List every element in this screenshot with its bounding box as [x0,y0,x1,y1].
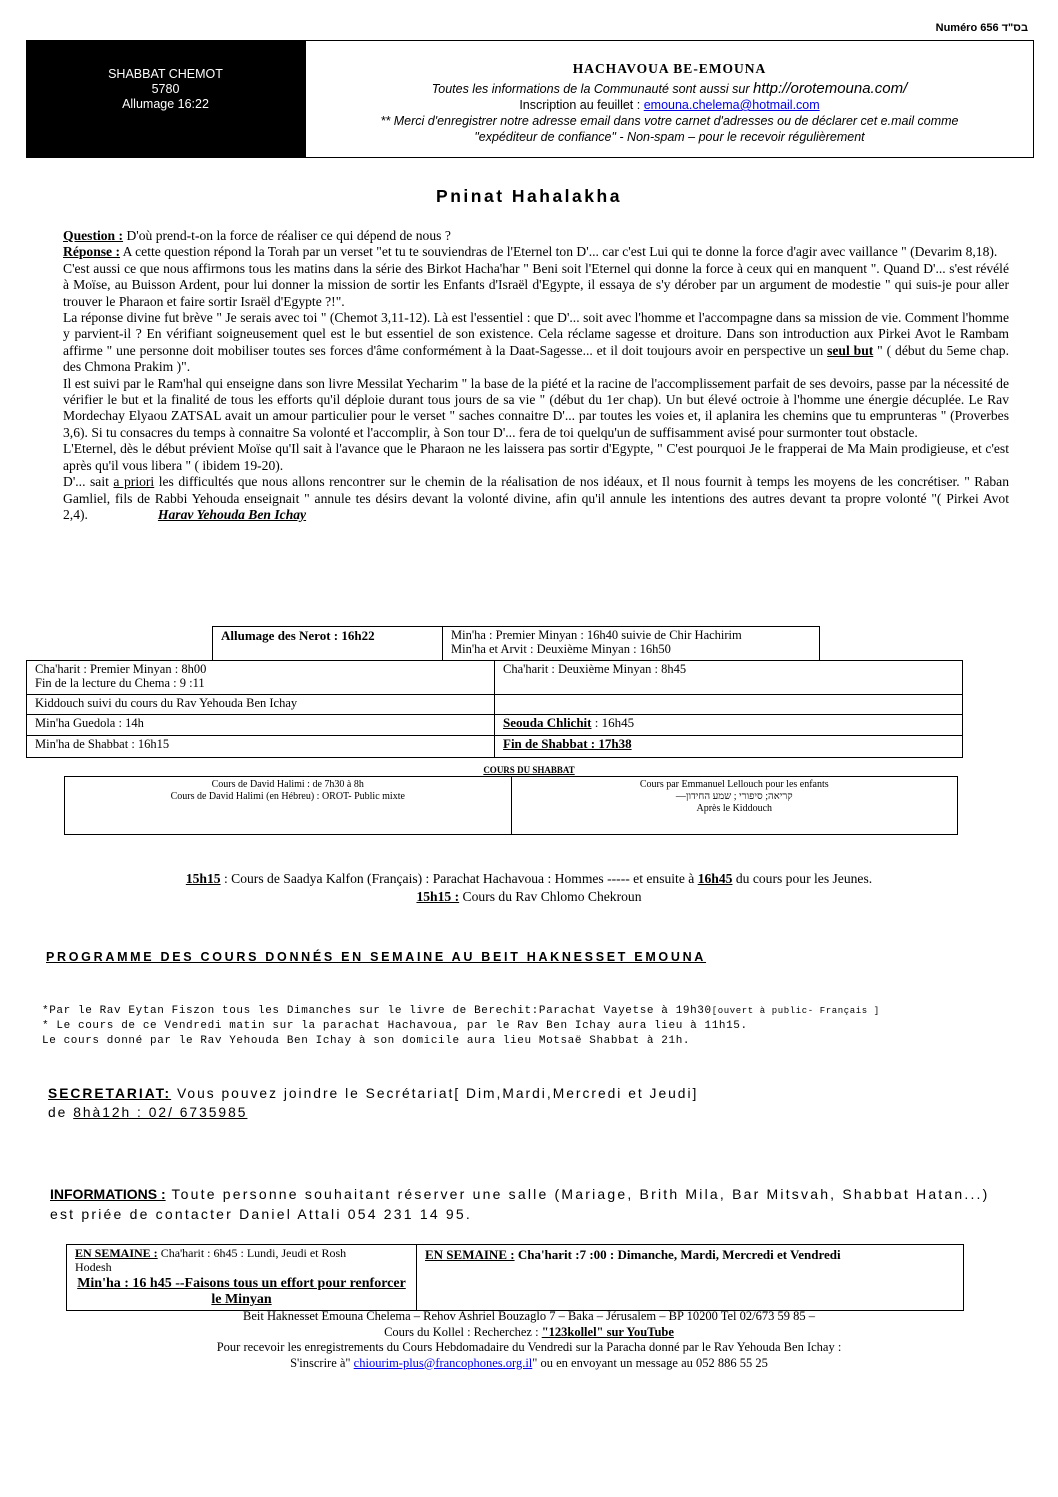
semaine-label: EN SEMAINE : [425,1247,515,1262]
question [63,228,1009,244]
cours-text-hebrew: —קריאה; סיפורי ; שמע החידון [675,791,793,802]
programme-item: Le cours donné par le Rav Yehouda Ben Ichay à son domicile aura lieu Motsaë Shabbat à 21h. [42,1035,691,1047]
semaine-label: EN SEMAINE : [75,1246,158,1260]
site-prefix: Toutes les informations de la Communauté sont aussi sur [431,82,753,96]
schedule-text: Fin de la lecture du Chema : 9 :11 [35,676,205,690]
cours-text: Cours par Emmanuel Lellouch pour les enfants [639,779,829,790]
semaine-minha: Min'ha : 16 h45 --Faisons tous un effort pour renforcer le Minyan [77,1276,406,1307]
informations-label: INFORMATIONS : [50,1186,166,1202]
paragraph-2-end: " ( début du 5eme chap. des Chmona Prakim )". [63,342,1009,375]
cours-shabbat-title: COURS DU SHABBAT [483,765,575,775]
afternoon-text: : Cours de Saadya Kalfon (Français) : Parachat Hachavoua : Hommes ----- et ensuite à [220,871,698,886]
informations-block [50,1184,1000,1224]
inscription-prefix: Inscription au feuillet : [519,98,644,112]
paragraph-2-text: La réponse divine fut brève " Je serais avec toi " (Chemot 3,11-12). Là est l'essentiel : que D'... soit avec l'homme et l'accompagne dans sa mission de vie. Comment l'homme y parvient-il ? En vérifiant soigneusement quel est le but essentiel de son existence. Cela réclame sagesse et droiture. Dans son introduction aux Pirkei Avot le Rambam affirme " une personne doit mobiliser toutes ses forces d'âme conformément à la Daat-Sagesse... et il doit toujours avoir en perspective un [63,310,1009,358]
reponse [63,244,1009,260]
subscribe-line [0,1356,1058,1372]
semaine-text: Cha'harit : 6h45 : Lundi, Jeudi et Rosh Hodesh [75,1246,347,1274]
table-row [27,715,963,736]
table-row [27,736,963,758]
schedule-cell: Cha'harit : Deuxième Minyan : 8h45 [495,661,963,695]
cours-text: Cours de David Halimi : de 7h30 à 8h [211,779,364,790]
schedule-cell [495,695,963,715]
programme-title: PROGRAMME DES COURS DONNÉS EN SEMAINE AU BEIT HAKNESSET EMOUNA [46,950,707,964]
table-row [27,695,963,715]
informations-text: Toute personne souhaitant réserver une salle (Mariage, Brith Mila, Bar Mitsvah, Shabbat Hatan...) est priée de contacter Daniel Attali 054 231 14 95. [50,1186,990,1222]
site-link[interactable]: http://orotemouna.com/ [752,80,908,97]
programme-list [42,1004,880,1049]
spam-note-2: "expéditeur de confiance" - Non-spam – pour le recevoir régulièrement [474,130,865,144]
time-label: 15h15 : [416,889,460,904]
seouda-label: Seouda Chlichit [503,715,592,730]
secretariat-label: SECRETARIAT: [48,1086,172,1101]
article-title: Pninat Hahalakha [436,186,622,206]
table-row [27,661,963,695]
minha-second: Min'ha et Arvit : Deuxième Minyan : 16h50 [451,642,671,656]
programme-item [42,1004,880,1019]
paragraph-5-start: D'... sait [63,474,114,490]
site-line [306,81,1033,97]
inscription-email-link[interactable]: emouna.chelema@hotmail.com [643,98,820,112]
subscribe-suffix: " ou en envoyant un message au 052 886 55 25 [532,1355,768,1370]
semaine-table [66,1244,964,1311]
afternoon-text: Cours du Rav Chlomo Chekroun [459,889,642,904]
secretariat-text: Vous pouvez joindre le Secrétariat[ Dim,Mardi,Mercredi et Jeudi] [171,1086,699,1101]
semaine-right [417,1245,964,1311]
cours-text: Cours de David Halimi (en Hébreu) : OROT- Public mixte [170,791,405,802]
schedule-cell [495,736,963,758]
paragraph-5 [63,474,1009,523]
semaine-left [67,1245,417,1311]
afternoon-line-1 [0,870,1058,888]
cours-left [65,777,512,835]
minha-cell [443,627,820,661]
issue-number: Numéro 656 בס"ד [935,22,1028,34]
cours-text: Après le Kiddouch [696,803,773,814]
paragraph-2-underlined: seul but [827,342,874,358]
seouda-time: : 16h45 [591,715,635,730]
cours-table [64,776,958,835]
paragraph-4: L'Eternel, dès le début prévient Moïse qu'Il sait à l'avance que le Pharaon ne les laissera pas sortir d'Egypte, " C'est pourquoi Je le frapperai de Ma Main prodigieuse, et c'est après qu'il vous libera " ( ibidem 19-20). [63,441,1009,473]
afternoon-line-2 [0,888,1058,906]
inscription-line [306,97,1033,113]
candle-lighting-time: Allumage 16:22 [122,97,209,111]
spam-note-1: ** Merci d'enregistrer notre adresse email dans votre carnet d'adresses ou de déclarer cet e.mail comme [380,114,959,128]
secretariat-prefix: de [48,1105,74,1120]
paragraph-1: C'est aussi ce que nous affirmons tous les matins dans la série des Birkot Hacha'har " Beni soit l'Eternel qui donne la force à ceux qui en manquent ". Quand D'... s'est révélé à Moïse, au Buisson Ardent, pour lui donner la mission de sortir les Enfants d'Israël d'Egypte, il essaya de s'y dérober par un argument de modestie " qui suis-je pour aller trouver le Pharaon et faire sortir Israël d'Egypte ?!". [63,260,1009,309]
secretariat-block [48,1084,698,1122]
author-signature: Harav Yehouda Ben Ichay [157,506,307,522]
schedule-cell [495,715,963,736]
footer [0,1309,1058,1371]
hebrew-year: 5780 [151,82,180,96]
secretariat-phone: 8hà12h : 02/ 6735985 [73,1105,248,1120]
schedule-text: Cha'harit : Premier Minyan : 8h00 [35,662,207,676]
paragraph-5-end: les difficultés que nous allons rencontrer sur le chemin de la réalisation de nos idéaux, et Il nous fournit à temps les moyens de les concrétiser. " Raban Gamliel, fils de Rabbi Yehouda enseignait " annule tes désirs devant la volonté divine, afin qu'il annule les intentions des autres devant ta propre volonté "( Pirkei Avot 2,4). [63,474,1010,522]
schedule-cell: Min'ha de Shabbat : 16h15 [27,736,495,758]
paragraph-5-underlined: a priori [113,474,155,490]
schedule-cell [27,661,495,695]
time-label: 15h15 [185,871,221,886]
kollel-prefix: Cours du Kollel : Recherchez : [384,1324,542,1339]
subscribe-email-link[interactable]: chiourim-plus@francophones.org.il [353,1355,533,1370]
paragraph-2 [63,310,1009,376]
newsletter-header [305,40,1034,158]
programme-note: [ouvert à public- Français ] [711,1006,880,1016]
article-body [63,228,1009,523]
paragraph-3: Il est suivi par le Ram'hal qui enseigne dans son livre Messilat Yecharim " la base de la piété et la racine de l'accomplissement parfait de ses devoirs, passe par la nécessité de vérifier le but et la finalité de tous les efforts qu'il déploie durant tous jours de sa vie " (début du 1er chap). Un but élevé octroie à l'homme une énergie décuplée. Le Rav Mordechay Elyaou ZATSAL avait un amour particulier pour le verset " saches connaitre D'... par toutes les voies et, il aplanira les chemins que tu emprunteras " (Proverbes 3,6). Si tu consacres du temps à connaitre Sa volonté et l'accomplir, à Son tour D'... fera de toi quelqu'un de suffisamment avisé pour surmonter tout obstacle. [63,375,1009,440]
shabbat-schedule-table [26,660,963,758]
fin-shabbat: Fin de Shabbat : 17h38 [503,736,632,751]
reponse-text: A cette question répond la Torah par un verset "et tu te souviendras de l'Eternel ton D'... car c'est Lui qui te donne la force d'agir avec vaillance " (Devarim 8,18). [120,244,998,260]
shabbat-info-box [26,40,305,158]
schedule-cell: Kiddouch suivi du cours du Rav Yehouda Ben Ichay [27,695,495,715]
newsletter-title: HACHAVOUA BE-EMOUNA [572,61,767,76]
parasha-name: SHABBAT CHEMOT [108,67,223,81]
cours-right [511,777,958,835]
subscribe-prefix: S'inscrire à" [290,1355,354,1370]
reponse-label: Réponse : [63,244,121,260]
address-line: Beit Haknesset Emouna Chelema – Rehov Ashriel Bouzaglo 7 – Baka – Jérusalem – BP 10200 Tel 02/673 59 85 – [243,1309,815,1323]
nerot-table [212,626,820,661]
semaine-text: Cha'harit :7 :00 : Dimanche, Mardi, Mercredi et Vendredi [514,1247,841,1262]
programme-item: * Le cours de ce Vendredi matin sur la parachat Hachavoua, par le Rav Ben Ichay aura lieu à 11h15. [42,1020,748,1032]
nerot-cell: Allumage des Nerot : 16h22 [213,627,443,661]
question-text: D'où prend-t-on la force de réaliser ce qui dépend de nous ? [123,228,451,243]
minha-first: Min'ha : Premier Minyan : 16h40 suivie de Chir Hachirim [451,628,742,642]
programme-text: *Par le Rav Eytan Fiszon tous les Dimanches sur le livre de Berechit:Parachat Vayetse à 19h30 [42,1005,712,1017]
question-label: Question : [63,228,124,243]
recordings-line: Pour recevoir les enregistrements du Cours Hebdomadaire du Vendredi sur la Paracha donné par le Rav Yehouda Ben Ichay : [216,1340,842,1354]
youtube-link[interactable]: "123kollel" sur YouTube [541,1324,674,1339]
afternoon-text: du cours pour les Jeunes. [732,871,873,886]
schedule-cell: Min'ha Guedola : 14h [27,715,495,736]
time-label: 16h45 [697,871,733,886]
kollel-line [0,1325,1058,1341]
